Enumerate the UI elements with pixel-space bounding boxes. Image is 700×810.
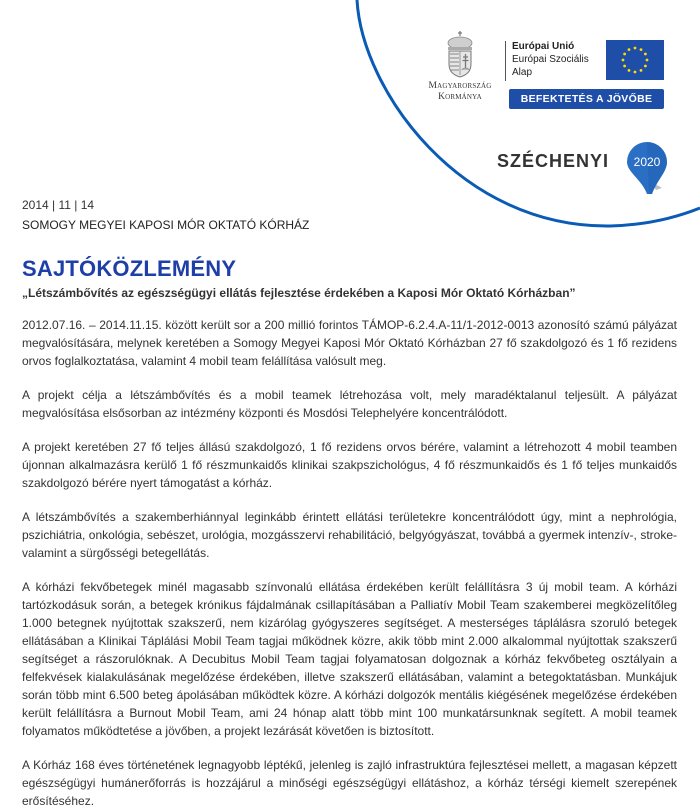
eu-fund-line2: Alap — [512, 67, 533, 78]
eu-star — [634, 71, 637, 74]
press-release — [22, 198, 677, 810]
paragraph: A Kórház 168 éves történetének legnagyobb léptékű, jelenleg is zajló infrastruktúra fejlesztései mellett, a magasan képzett egészségügyi humánerőforrás is hozzájárul a minőségi egészségügyi ellátáshoz, a kórház térségi kiemelt szerepének erősítéséhez. — [22, 758, 677, 808]
investing-in-future-banner: BEFEKTETÉS A JÖVŐBE — [509, 89, 664, 109]
eu-star — [644, 65, 647, 68]
map-pin-icon — [622, 140, 672, 196]
page-title: SAJTÓKÖZLEMÉNY — [22, 256, 237, 281]
eu-star — [628, 48, 631, 51]
paragraph: A projekt célja a létszámbővítés és a mobil teamek létrehozása volt, mely maradéktalanul teljesült. A pályázat megvalósítása elsősorban az intézmény központi és Mosdósi Telephelyére koncentrálódott. — [22, 388, 677, 420]
organization-name: SOMOGY MEGYEI KAPOSI MÓR OKTATÓ KÓRHÁZ — [22, 218, 310, 232]
eu-title: Európai Unió — [512, 41, 575, 52]
paragraph: 2012.07.16. – 2014.11.15. között került sor a 200 millió forintos TÁMOP-6.2.4.A-11/1-2012-0013 azonosító számú pályázat megvalósítására, melynek keretében a Somogy Megyei Kaposi Mór Oktató Kórházban 27 fő szakdolgozó és 1 fő rezidens orvos foglalkoztatása, valamint 4 mobil team felállítása valósult meg. — [22, 318, 677, 368]
eu-star — [623, 53, 626, 56]
paragraph: A kórházi fekvőbetegek minél magasabb színvonalú ellátása érdekében került felállításra 3 új mobil team. A kórházi tartózkodásuk során, a betegek krónikus fájdalmának csillapításában a Palliatív Mobil Team szakemberei megközelítőleg 1.000 betegnek nyújtottak szakszerű, nem kizárólag gyógyszeres segítséget. A mesterséges táplálásra szoruló betegek ellátásában a Klinikai Táplálási Mobil Team tagjai működnek közre, akik több mint 2.000 alkalommal nyújtottak szakszerű segítséget a rászorulóknak. A Decubitus Mobil Team tagjai folyamatosan dolgoznak a kórház fekvőbeteg osztályain a felfekvések kialakulásának megelőzése érdekében, illetve szakszerű ellátásában, valamint a betegoktatásban. Munkájuk során több mint 6.500 beteg ápolásában működtek közre. A kórházi dolgozók mentális kiégésének megelőzése érdekében került felállításra a Burnout Mobil Team, ami 24 hónap alatt több mint 100 munkatársunknak segített. A mobil teamek folyamatos működtetése a jövőben, a projekt lezárását követően is biztosított. — [22, 580, 677, 738]
eu-esf-logo — [505, 40, 665, 110]
government-name-line1: Magyarország — [428, 81, 492, 91]
eu-fund-line1: Európai Szociális — [512, 54, 589, 65]
release-date: 2014 | 11 | 14 — [22, 198, 95, 212]
hungarian-coat-of-arms-icon — [443, 30, 477, 78]
hungarian-government-logo — [420, 30, 500, 103]
eu-star — [640, 48, 643, 51]
szechenyi-text: SZÉCHENYI — [497, 151, 610, 171]
eu-star — [623, 65, 626, 68]
eu-star — [634, 47, 637, 50]
eu-flag-icon — [606, 40, 664, 80]
eu-star — [640, 69, 643, 72]
eu-star — [628, 69, 631, 72]
paragraph: A létszámbővítés a szakemberhiánnyal leginkább érintett ellátási területekre koncentrálódott úgy, mint a nephrológia, pszichiátria, onkológia, sebészet, urológia, mozgásszervi rehabilitáció, belgyógyászat, továbbá a gyermek intenzív-, stroke- valamint a sürgősségi betegellátás. — [22, 510, 677, 560]
government-name-line2: Kormánya — [438, 92, 482, 102]
release-subtitle: „Létszámbővítés az egészségügyi ellátás fejlesztése érdekében a Kaposi Mór Oktató Kórházban” — [22, 286, 576, 300]
eu-star — [646, 59, 649, 62]
logo-divider — [505, 41, 506, 81]
paragraph: A projekt keretében 27 fő teljes állású szakdolgozó, 1 fő rezidens orvos bérére, valamint a létrehozott 4 mobil teamben újonnan alkalmazásra kerülő 1 fő részmunkaidős klinikai szakpszichológus, 4 fő részmunkaidős és 1 fő teljes munkaidős szakdolgozó bérére nyert támogatást a kórház. — [22, 440, 677, 490]
eu-star — [644, 53, 647, 56]
eu-star — [622, 59, 625, 62]
szechenyi-badge: 2020 — [633, 155, 661, 169]
